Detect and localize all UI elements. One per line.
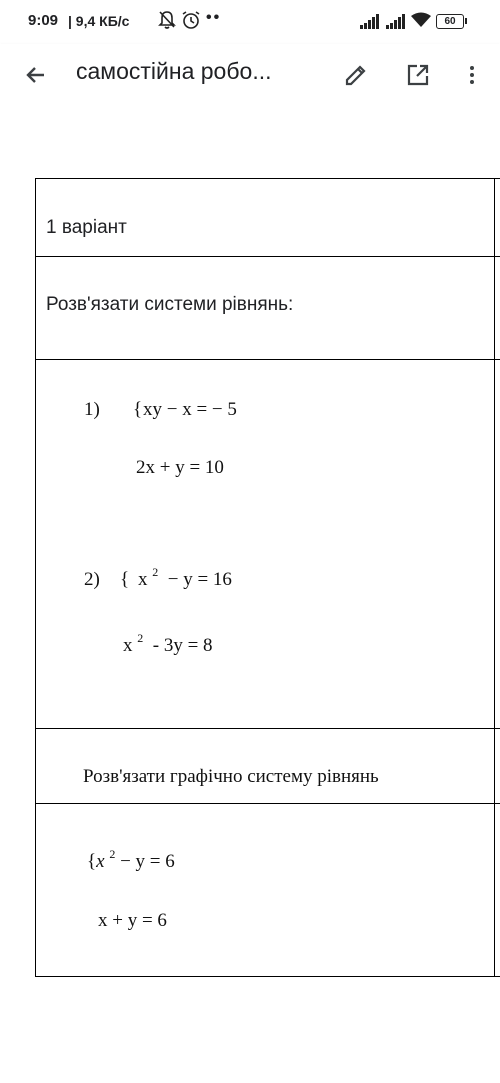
system2-equation1: x $^2$ − y = 16 <box>138 565 232 590</box>
system3-equation2: x + y = 6 <box>98 910 167 931</box>
document-view[interactable] <box>0 106 500 1083</box>
status-time: 9:09 <box>28 12 59 29</box>
pencil-icon <box>344 63 368 87</box>
edit-button[interactable] <box>340 59 372 91</box>
system2-equation2: x $^2$ - 3y = 8 <box>123 631 213 656</box>
battery-icon: 60 <box>436 14 464 29</box>
wifi-icon <box>411 12 431 28</box>
app-bar <box>0 44 500 106</box>
system1-brace: { <box>133 399 143 420</box>
table-row <box>36 730 500 804</box>
arrow-back-icon <box>24 63 48 87</box>
system3-equation1: {x $^2$ − y = 6 <box>87 847 175 872</box>
more-notifications-icon: •• <box>206 9 222 26</box>
back-button[interactable] <box>20 59 52 91</box>
system1-equation2: 2x + y = 10 <box>136 457 224 478</box>
network-speed: | 9,4 КБ/с <box>68 13 130 29</box>
system1-number: 1) <box>84 399 100 420</box>
signal-icon-sim2 <box>386 13 408 29</box>
table-row <box>36 361 500 729</box>
system2-number: 2) <box>84 569 100 590</box>
table-row <box>36 179 500 257</box>
table-row <box>36 258 500 360</box>
table-row <box>36 805 500 976</box>
variant-label: 1 варіант <box>46 217 127 238</box>
more-options-button[interactable] <box>456 59 488 91</box>
signal-icon-sim1 <box>360 13 382 29</box>
status-bar <box>0 0 500 44</box>
document-title: самостійна робо... <box>76 58 272 84</box>
alarm-clock-icon <box>181 10 201 30</box>
notifications-muted-icon <box>158 10 176 30</box>
task1-title: Розв'язати системи рівнянь: <box>46 294 294 315</box>
task2-title: Розв'язати графічно систему рівнянь <box>83 766 379 787</box>
open-in-new-icon <box>406 63 430 87</box>
more-vert-icon <box>460 63 484 87</box>
system1-equation1: xy − x = − 5 <box>143 399 237 420</box>
system2-brace: { <box>120 569 130 590</box>
open-external-button[interactable] <box>402 59 434 91</box>
document-table <box>35 178 500 977</box>
